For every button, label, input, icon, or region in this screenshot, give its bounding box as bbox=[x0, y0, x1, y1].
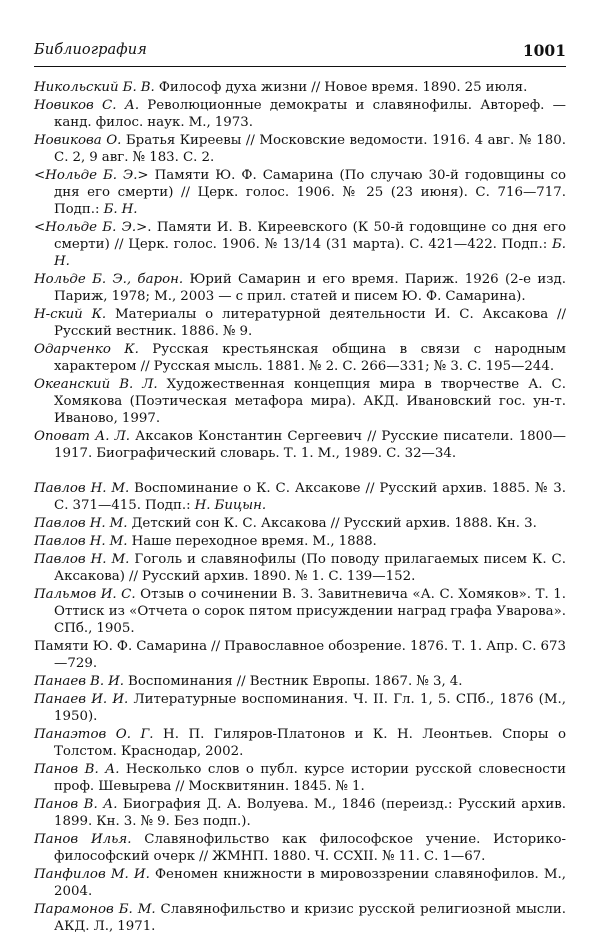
entry-signature: Н. Бицын. bbox=[194, 498, 267, 513]
entry-text: Несколько слов о публ. курсе истории русской словесности проф. Шевырева // Москвитянин. 1845. № 1. bbox=[54, 762, 566, 794]
bibliography-entry bbox=[34, 167, 566, 218]
entry-author: Панаев И. И. bbox=[34, 692, 129, 707]
bibliography-entry bbox=[34, 533, 566, 550]
bibliography-entry bbox=[34, 306, 566, 340]
bibliography-entry bbox=[34, 673, 566, 690]
entry-text: Русская крестьянская община в связи с народным характером // Русская мысль. 1881. № 2. С. 266—331; № 3. С. 195—244. bbox=[54, 342, 566, 374]
entry-author: Одарченко К. bbox=[34, 342, 139, 357]
entry-author: Панфилов М. И. bbox=[34, 867, 150, 882]
page-number: 1001 bbox=[522, 41, 566, 60]
entry-text: Братья Киреевы // Московские ведомости. 1916. 4 авг. № 180. С. 2, 9 авг. № 183. С. 2. bbox=[54, 133, 566, 165]
bibliography-entry bbox=[34, 831, 566, 865]
entry-author: Панов Илья. bbox=[34, 832, 132, 847]
bibliography-entry bbox=[34, 866, 566, 900]
entry-text: Н. П. Гиляров-Платонов и К. Н. Леонтьев. Споры о Толстом. Краснодар, 2002. bbox=[54, 727, 566, 759]
bibliography-entry bbox=[34, 796, 566, 830]
entry-text: Юрий Самарин и его время. Париж. 1926 (2-е изд. Париж, 1978; М., 2003 — с прил. статей и писем Ю. Ф. Самарина). bbox=[54, 272, 567, 304]
entry-text: Литературные воспоминания. Ч. II. Гл. 1, 5. СПб., 1876 (М., 1950). bbox=[54, 692, 567, 724]
bibliography-entry bbox=[34, 376, 566, 427]
bibliography-entry bbox=[34, 691, 566, 725]
entry-author: Панов В. А. bbox=[34, 762, 120, 777]
entry-text: Аксаков Константин Сергеевич // Русские писатели. 1800—1917. Биографический словарь. Т. 1. М., 1989. С. 32—34. bbox=[54, 429, 566, 461]
entry-text: Памяти Ю. Ф. Самарина (По случаю 30-й годовщины со дня его смерти) // Церк. голос. 1906. № 25 (23 июня). С. 716—717. Подп.: bbox=[54, 168, 566, 217]
bibliography-entry bbox=[34, 271, 566, 305]
bibliography-entry bbox=[34, 551, 566, 585]
entry-text: Художественная концепция мира в творчестве А. С. Хомякова (Поэтическая метафора мира). АКД. Ивановский гос. ун-т. Иваново, 1997. bbox=[54, 377, 567, 426]
entry-author: Павлов Н. М. bbox=[34, 516, 128, 531]
section-title: Библиография bbox=[34, 42, 147, 58]
running-header bbox=[34, 42, 566, 67]
entry-author: Панаев В. И. bbox=[34, 674, 125, 689]
entry-text: Революционные демократы и славянофилы. Автореф. — канд. филос. наук. М., 1973. bbox=[54, 98, 567, 130]
bibliography-entry bbox=[34, 341, 566, 375]
entry-text: . Памяти И. В. Киреевского (К 50-й годовщине со дня его смерти) // Церк. голос. 1906. № 13/14 (31 марта). С. 421—422. Подп.: bbox=[54, 220, 567, 252]
entry-author: <Нольде Б. Э.> bbox=[34, 220, 148, 235]
entry-author: Новикова О. bbox=[34, 133, 122, 148]
entry-author: Панов В. А. bbox=[34, 797, 118, 812]
bibliography-entry bbox=[34, 132, 566, 166]
bibliography-entry bbox=[34, 586, 566, 637]
bibliography-entry bbox=[34, 97, 566, 131]
entry-text: Философ духа жизни // Новое время. 1890. 25 июля. bbox=[154, 80, 528, 95]
entry-author: Н-ский К. bbox=[34, 307, 107, 322]
bibliography-entry bbox=[34, 515, 566, 532]
entry-text: Биография Д. А. Волуева. М., 1846 (переизд.: Русский архив. 1899. Кн. 3. № 9. Без подп.). bbox=[54, 797, 566, 829]
entry-signature: Б. Н. bbox=[103, 202, 138, 217]
entry-author: Новиков С. А. bbox=[34, 98, 140, 113]
entry-author: Панаэтов О. Г. bbox=[34, 727, 154, 742]
entry-author: Океанский В. Л. bbox=[34, 377, 158, 392]
entry-text: Материалы о литературной деятельности И. С. Аксакова // Русский вестник. 1886. № 9. bbox=[54, 307, 566, 339]
bibliography-entry bbox=[34, 79, 566, 96]
bibliography-entry bbox=[34, 638, 566, 672]
entry-author: Парамонов Б. М. bbox=[34, 902, 156, 917]
entry-text: Феномен книжности в мировоззрении славянофилов. М., 2004. bbox=[54, 867, 566, 899]
bibliography-entry bbox=[34, 219, 566, 270]
bibliography-entry bbox=[34, 761, 566, 795]
entry-author: Павлов Н. М. bbox=[34, 534, 128, 549]
entry-text: Воспоминание о К. С. Аксакове // Русский архив. 1885. № 3. С. 371—415. Подп.: bbox=[54, 481, 566, 513]
entry-signature: Б. Н. bbox=[54, 237, 566, 269]
entry-author: Павлов Н. М. bbox=[34, 552, 130, 567]
section-gap bbox=[34, 463, 566, 480]
entry-text: Отзыв о сочинении В. З. Завитневича «А. С. Хомяков». Т. 1. Оттиск из «Отчета о сорок пятом присуждении наград графа Уварова». СПб., 1905. bbox=[54, 587, 566, 636]
entry-text: Памяти Ю. Ф. Самарина // Православное обозрение. 1876. Т. 1. Апр. С. 673—729. bbox=[34, 639, 566, 671]
entry-text: Наше переходное время. М., 1888. bbox=[127, 534, 377, 549]
entry-text: Славянофильство как философское учение. Историко-философский очерк // ЖМНП. 1880. Ч. CCXII. № 11. С. 1—67. bbox=[54, 832, 566, 864]
entry-author: Оповат А. Л. bbox=[34, 429, 130, 444]
bibliography-entry bbox=[34, 480, 566, 514]
bibliography-entry bbox=[34, 901, 566, 935]
entry-author: Пальмов И. С. bbox=[34, 587, 136, 602]
entry-author: Павлов Н. М. bbox=[34, 481, 130, 496]
entry-author: <Нольде Б. Э.> bbox=[34, 168, 149, 183]
bibliography-entry bbox=[34, 726, 566, 760]
entry-text: Гоголь и славянофилы (По поводу прилагаемых писем К. С. Аксакова) // Русский архив. 1890. № 1. С. 139—152. bbox=[54, 552, 566, 584]
entry-author: Никольский Б. В. bbox=[34, 80, 155, 95]
entry-text: Славянофильство и кризис русской религиозной мысли. АКД. Л., 1971. bbox=[54, 902, 566, 934]
bibliography-list bbox=[34, 79, 566, 936]
bibliography-entry bbox=[34, 428, 566, 462]
entry-author: Нольде Б. Э., барон. bbox=[34, 272, 184, 287]
entry-text: Воспоминания // Вестник Европы. 1867. № 3, 4. bbox=[124, 674, 463, 689]
entry-text: Детский сон К. С. Аксакова // Русский архив. 1888. Кн. 3. bbox=[127, 516, 537, 531]
